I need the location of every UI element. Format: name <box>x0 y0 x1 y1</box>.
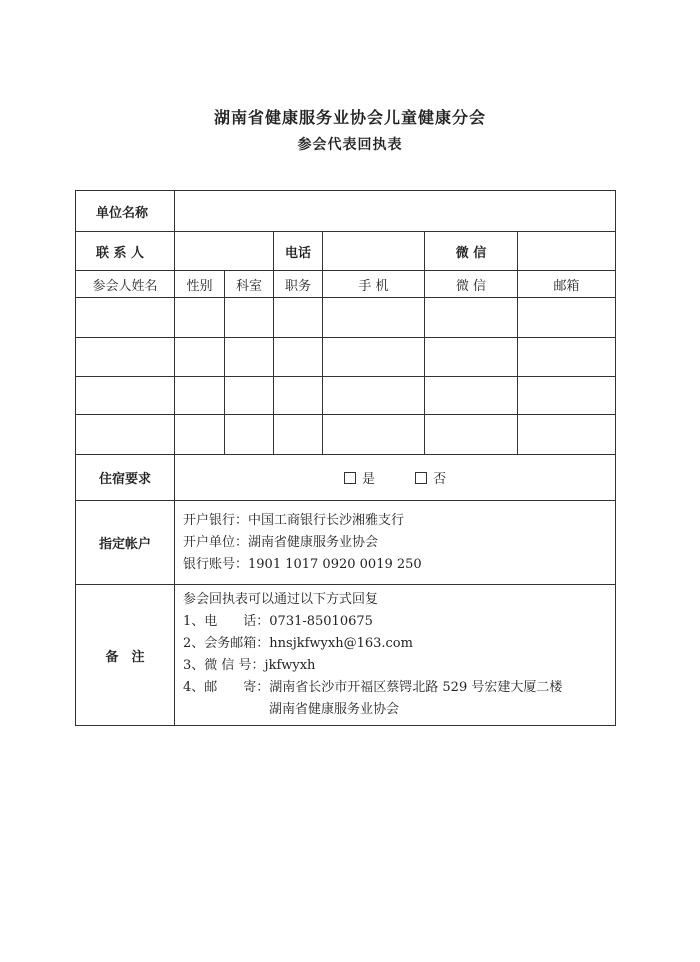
remarks-label: 备 注 <box>76 585 175 726</box>
wechat-cell[interactable] <box>425 377 518 415</box>
option-label-yes: 是 <box>361 472 375 487</box>
phone-field[interactable] <box>323 232 425 271</box>
department-cell[interactable] <box>225 415 274 455</box>
table-row <box>76 415 616 455</box>
account-label: 指定帐户 <box>76 501 175 585</box>
form-title: 湖南省健康服务业协会儿童健康分会 <box>213 108 486 127</box>
mobile-cell[interactable] <box>323 338 425 377</box>
department-cell[interactable] <box>225 298 274 338</box>
phone-label: 电话 <box>274 232 323 271</box>
account-holder: 开户单位：湖南省健康服务业协会 <box>183 534 379 550</box>
checkbox-icon[interactable] <box>415 472 427 484</box>
accommodation-yes-option[interactable] <box>344 472 375 487</box>
wechat-field[interactable] <box>518 232 616 271</box>
position-cell[interactable] <box>274 338 323 377</box>
mobile-cell[interactable] <box>323 415 425 455</box>
gender-cell[interactable] <box>175 415 225 455</box>
column-header-mobile: 手 机 <box>323 271 425 298</box>
account-number: 银行账号：1901 1017 0920 0019 250 <box>183 556 422 572</box>
name-cell[interactable] <box>76 338 175 377</box>
column-header-email: 邮箱 <box>518 271 616 298</box>
wechat-cell[interactable] <box>425 338 518 377</box>
wechat-cell[interactable] <box>425 415 518 455</box>
receipt-table <box>75 190 616 726</box>
contact-label: 联 系 人 <box>76 232 175 271</box>
remarks-wechat: 3、微 信 号：jkfwyxh <box>183 658 316 673</box>
column-header-gender: 性别 <box>175 271 225 298</box>
bank-name: 开户银行：中国工商银行长沙湘雅支行 <box>183 512 405 528</box>
column-header-name: 参会人姓名 <box>76 271 175 298</box>
gender-cell[interactable] <box>175 298 225 338</box>
unit-name-label: 单位名称 <box>76 191 175 232</box>
remarks-intro: 参会回执表可以通过以下方式回复 <box>183 592 379 607</box>
department-cell[interactable] <box>225 338 274 377</box>
form-subtitle: 参会代表回执表 <box>297 137 403 153</box>
table-row <box>76 338 616 377</box>
column-header-position: 职务 <box>274 271 323 298</box>
accommodation-options <box>175 455 616 501</box>
mobile-cell[interactable] <box>323 377 425 415</box>
department-cell[interactable] <box>225 377 274 415</box>
email-cell[interactable] <box>518 298 616 338</box>
gender-cell[interactable] <box>175 377 225 415</box>
email-cell[interactable] <box>518 338 616 377</box>
name-cell[interactable] <box>76 415 175 455</box>
wechat-label: 微 信 <box>425 232 518 271</box>
accommodation-no-option[interactable] <box>415 472 446 487</box>
email-cell[interactable] <box>518 377 616 415</box>
remarks-phone: 1、电 话：0731-85010675 <box>183 614 373 629</box>
accommodation-label: 住宿要求 <box>76 455 175 501</box>
gender-cell[interactable] <box>175 338 225 377</box>
contact-field[interactable] <box>175 232 274 271</box>
remarks-address: 4、邮 寄：湖南省长沙市开福区蔡锷北路 529 号宏建大厦二楼 <box>183 680 563 695</box>
wechat-cell[interactable] <box>425 298 518 338</box>
checkbox-icon[interactable] <box>344 472 356 484</box>
table-row <box>76 377 616 415</box>
position-cell[interactable] <box>274 415 323 455</box>
mobile-cell[interactable] <box>323 298 425 338</box>
unit-name-field[interactable] <box>175 191 616 232</box>
email-cell[interactable] <box>518 415 616 455</box>
remarks-details <box>175 585 616 726</box>
position-cell[interactable] <box>274 377 323 415</box>
position-cell[interactable] <box>274 298 323 338</box>
remarks-address-recipient: 湖南省健康服务业协会 <box>269 702 400 717</box>
name-cell[interactable] <box>76 298 175 338</box>
table-row <box>76 298 616 338</box>
option-label-no: 否 <box>433 472 447 487</box>
name-cell[interactable] <box>76 377 175 415</box>
column-header-wechat: 微 信 <box>425 271 518 298</box>
column-header-department: 科室 <box>225 271 274 298</box>
remarks-email: 2、会务邮箱：hnsjkfwyxh@163.com <box>183 636 413 651</box>
account-details <box>175 501 616 585</box>
